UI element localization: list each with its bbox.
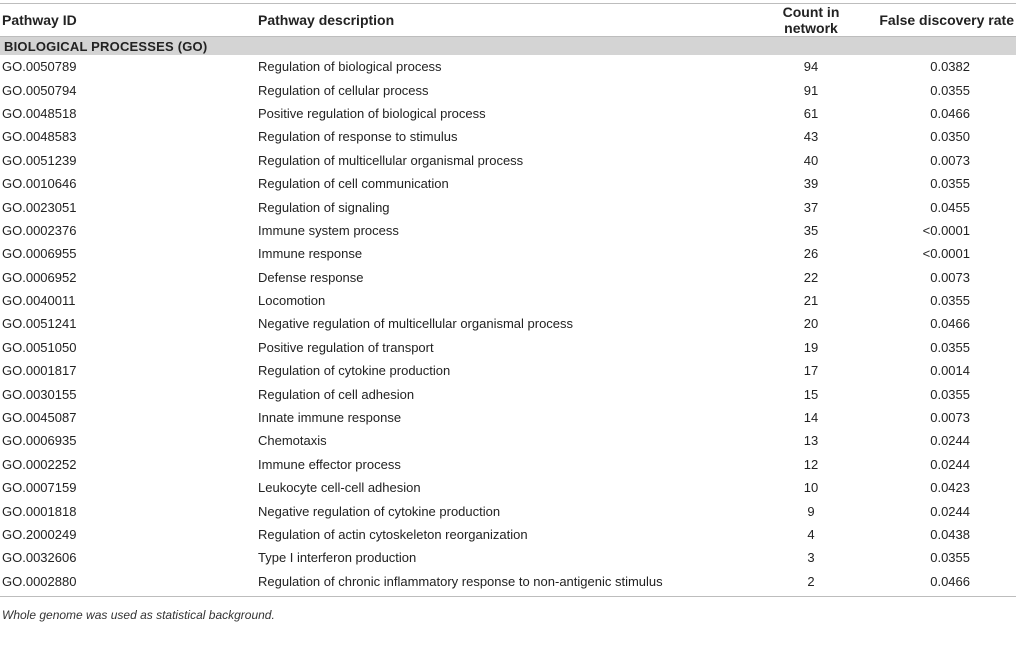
cell-pathway-description: Regulation of cell communication: [258, 176, 449, 192]
cell-pathway-id: GO.0010646: [2, 176, 77, 192]
cell-false-discovery-rate: 0.0073: [930, 152, 970, 168]
cell-pathway-description: Positive regulation of transport: [258, 339, 434, 355]
table-row: [0, 406, 1016, 429]
cell-pathway-description: Regulation of cellular process: [258, 82, 429, 98]
cell-false-discovery-rate: 0.0350: [930, 129, 970, 145]
cell-false-discovery-rate: 0.0355: [930, 82, 970, 98]
cell-pathway-description: Locomotion: [258, 293, 326, 309]
cell-count-in-network: 91: [803, 82, 819, 98]
cell-pathway-description: Defense response: [258, 269, 364, 285]
cell-pathway-id: GO.0006955: [2, 246, 77, 262]
cell-pathway-description: Leukocyte cell-cell adhesion: [258, 480, 421, 496]
table-row: [0, 172, 1016, 195]
cell-count-in-network: 37: [803, 199, 819, 215]
cell-false-discovery-rate: 0.0073: [930, 269, 970, 285]
cell-pathway-id: GO.0006952: [2, 269, 77, 285]
cell-pathway-description: Regulation of multicellular organismal process: [258, 152, 524, 168]
cell-pathway-description: Immune system process: [258, 222, 399, 238]
table-row: [0, 78, 1016, 101]
cell-pathway-id: GO.0023051: [2, 199, 77, 215]
cell-pathway-description: Immune effector process: [258, 456, 401, 472]
cell-false-discovery-rate: 0.0466: [930, 316, 970, 332]
cell-false-discovery-rate: 0.0455: [930, 199, 970, 215]
cell-pathway-description: Regulation of cytokine production: [258, 363, 451, 379]
cell-false-discovery-rate: <0.0001: [922, 246, 970, 262]
cell-pathway-description: Regulation of signaling: [258, 199, 390, 215]
cell-pathway-id: GO.0002880: [2, 573, 77, 589]
table-row: [0, 55, 1016, 78]
cell-pathway-id: GO.0051239: [2, 152, 77, 168]
cell-count-in-network: 21: [803, 293, 819, 309]
cell-count-in-network: 61: [803, 105, 819, 121]
cell-false-discovery-rate: <0.0001: [922, 222, 970, 238]
cell-pathway-id: GO.0007159: [2, 480, 77, 496]
cell-count-in-network: 43: [803, 129, 819, 145]
cell-count-in-network: 17: [803, 363, 819, 379]
table-header: [0, 4, 1016, 55]
cell-count-in-network: 10: [803, 480, 819, 496]
cell-count-in-network: 4: [807, 527, 815, 542]
cell-pathway-description: Chemotaxis: [258, 433, 327, 449]
cell-false-discovery-rate: 0.0014: [930, 363, 970, 379]
cell-pathway-description: Innate immune response: [258, 410, 402, 426]
table-row: [0, 546, 1016, 569]
cell-false-discovery-rate: 0.0244: [930, 503, 970, 519]
cell-false-discovery-rate: 0.0244: [930, 456, 970, 472]
table-row: [0, 453, 1016, 476]
header-row: [0, 4, 1016, 36]
header-false-discovery-rate: False discovery rate: [879, 12, 1014, 28]
cell-pathway-description: Regulation of actin cytoskeleton reorganization: [258, 527, 528, 542]
cell-false-discovery-rate: 0.0244: [930, 433, 970, 449]
table-body: [0, 55, 1016, 593]
cell-pathway-description: Regulation of biological process: [258, 59, 442, 75]
cell-false-discovery-rate: 0.0355: [930, 176, 970, 192]
cell-pathway-description: Immune response: [258, 246, 363, 262]
cell-pathway-description: Positive regulation of biological process: [258, 105, 486, 121]
pathway-table: [0, 4, 1016, 593]
section-title: BIOLOGICAL PROCESSES (GO): [0, 37, 1016, 55]
cell-count-in-network: 26: [803, 246, 819, 262]
cell-pathway-id: GO.0045087: [2, 410, 77, 426]
cell-false-discovery-rate: 0.0423: [930, 480, 970, 496]
table-row: [0, 219, 1016, 242]
cell-count-in-network: 14: [803, 410, 819, 426]
cell-count-in-network: 3: [807, 550, 815, 566]
cell-pathway-id: GO.0030155: [2, 386, 77, 402]
header-pathway-description: Pathway description: [258, 12, 395, 28]
cell-false-discovery-rate: 0.0355: [930, 293, 970, 309]
table-row: [0, 382, 1016, 405]
cell-false-discovery-rate: 0.0355: [930, 386, 970, 402]
cell-false-discovery-rate: 0.0355: [930, 550, 970, 566]
cell-count-in-network: 40: [803, 152, 819, 168]
table-row: [0, 125, 1016, 148]
cell-count-in-network: 39: [803, 176, 819, 192]
cell-count-in-network: 19: [803, 339, 819, 355]
cell-false-discovery-rate: 0.0073: [930, 410, 970, 426]
cell-false-discovery-rate: 0.0438: [930, 527, 970, 542]
cell-count-in-network: 94: [803, 59, 819, 75]
cell-pathway-id: GO.2000249: [2, 527, 77, 542]
cell-pathway-id: GO.0048518: [2, 105, 77, 121]
table-row: [0, 289, 1016, 312]
cell-pathway-id: GO.0001818: [2, 503, 77, 519]
cell-pathway-id: GO.0051241: [2, 316, 77, 332]
bottom-rule: [0, 596, 1016, 597]
cell-false-discovery-rate: 0.0355: [930, 339, 970, 355]
cell-pathway-id: GO.0051050: [2, 339, 77, 355]
cell-pathway-id: GO.0032606: [2, 550, 77, 566]
cell-pathway-id: GO.0050794: [2, 82, 77, 98]
table-row: [0, 570, 1016, 593]
table-row: [0, 359, 1016, 382]
header-pathway-id: Pathway ID: [2, 12, 77, 28]
table-row: [0, 242, 1016, 265]
table-footnote: Whole genome was used as statistical background.: [2, 607, 275, 622]
cell-false-discovery-rate: 0.0466: [930, 573, 970, 589]
table-row: [0, 266, 1016, 289]
table-row: [0, 476, 1016, 499]
cell-pathway-description: Regulation of response to stimulus: [258, 129, 458, 145]
cell-pathway-description: Type I interferon production: [258, 550, 417, 566]
cell-pathway-id: GO.0040011: [2, 293, 76, 309]
cell-count-in-network: 20: [803, 316, 819, 332]
cell-pathway-id: GO.0002376: [2, 222, 77, 238]
cell-pathway-description: Negative regulation of multicellular organismal process: [258, 316, 574, 332]
cell-pathway-id: GO.0001817: [2, 363, 77, 379]
table-row: [0, 336, 1016, 359]
cell-count-in-network: 22: [803, 269, 819, 285]
section-row: [0, 37, 1016, 55]
cell-count-in-network: 13: [803, 433, 819, 449]
cell-count-in-network: 9: [807, 503, 815, 519]
cell-pathway-id: GO.0050789: [2, 59, 77, 75]
cell-false-discovery-rate: 0.0382: [930, 59, 970, 75]
table-row: [0, 195, 1016, 218]
header-count-in-network: Count in network: [782, 4, 840, 36]
table-row: [0, 523, 1016, 546]
cell-pathway-description: Negative regulation of cytokine production: [258, 503, 501, 519]
table-row: [0, 429, 1016, 452]
cell-pathway-id: GO.0006935: [2, 433, 77, 449]
cell-pathway-description: Regulation of chronic inflammatory response to non-antigenic stimulus: [258, 573, 663, 589]
cell-count-in-network: 12: [803, 456, 819, 472]
cell-false-discovery-rate: 0.0466: [930, 105, 970, 121]
table-row: [0, 312, 1016, 335]
cell-pathway-id: GO.0048583: [2, 129, 77, 145]
cell-count-in-network: 15: [803, 386, 819, 402]
cell-pathway-description: Regulation of cell adhesion: [258, 386, 415, 402]
cell-count-in-network: 2: [807, 573, 815, 589]
table-row: [0, 499, 1016, 522]
cell-pathway-id: GO.0002252: [2, 456, 77, 472]
table-row: [0, 102, 1016, 125]
table-row: [0, 149, 1016, 172]
cell-count-in-network: 35: [803, 222, 819, 238]
